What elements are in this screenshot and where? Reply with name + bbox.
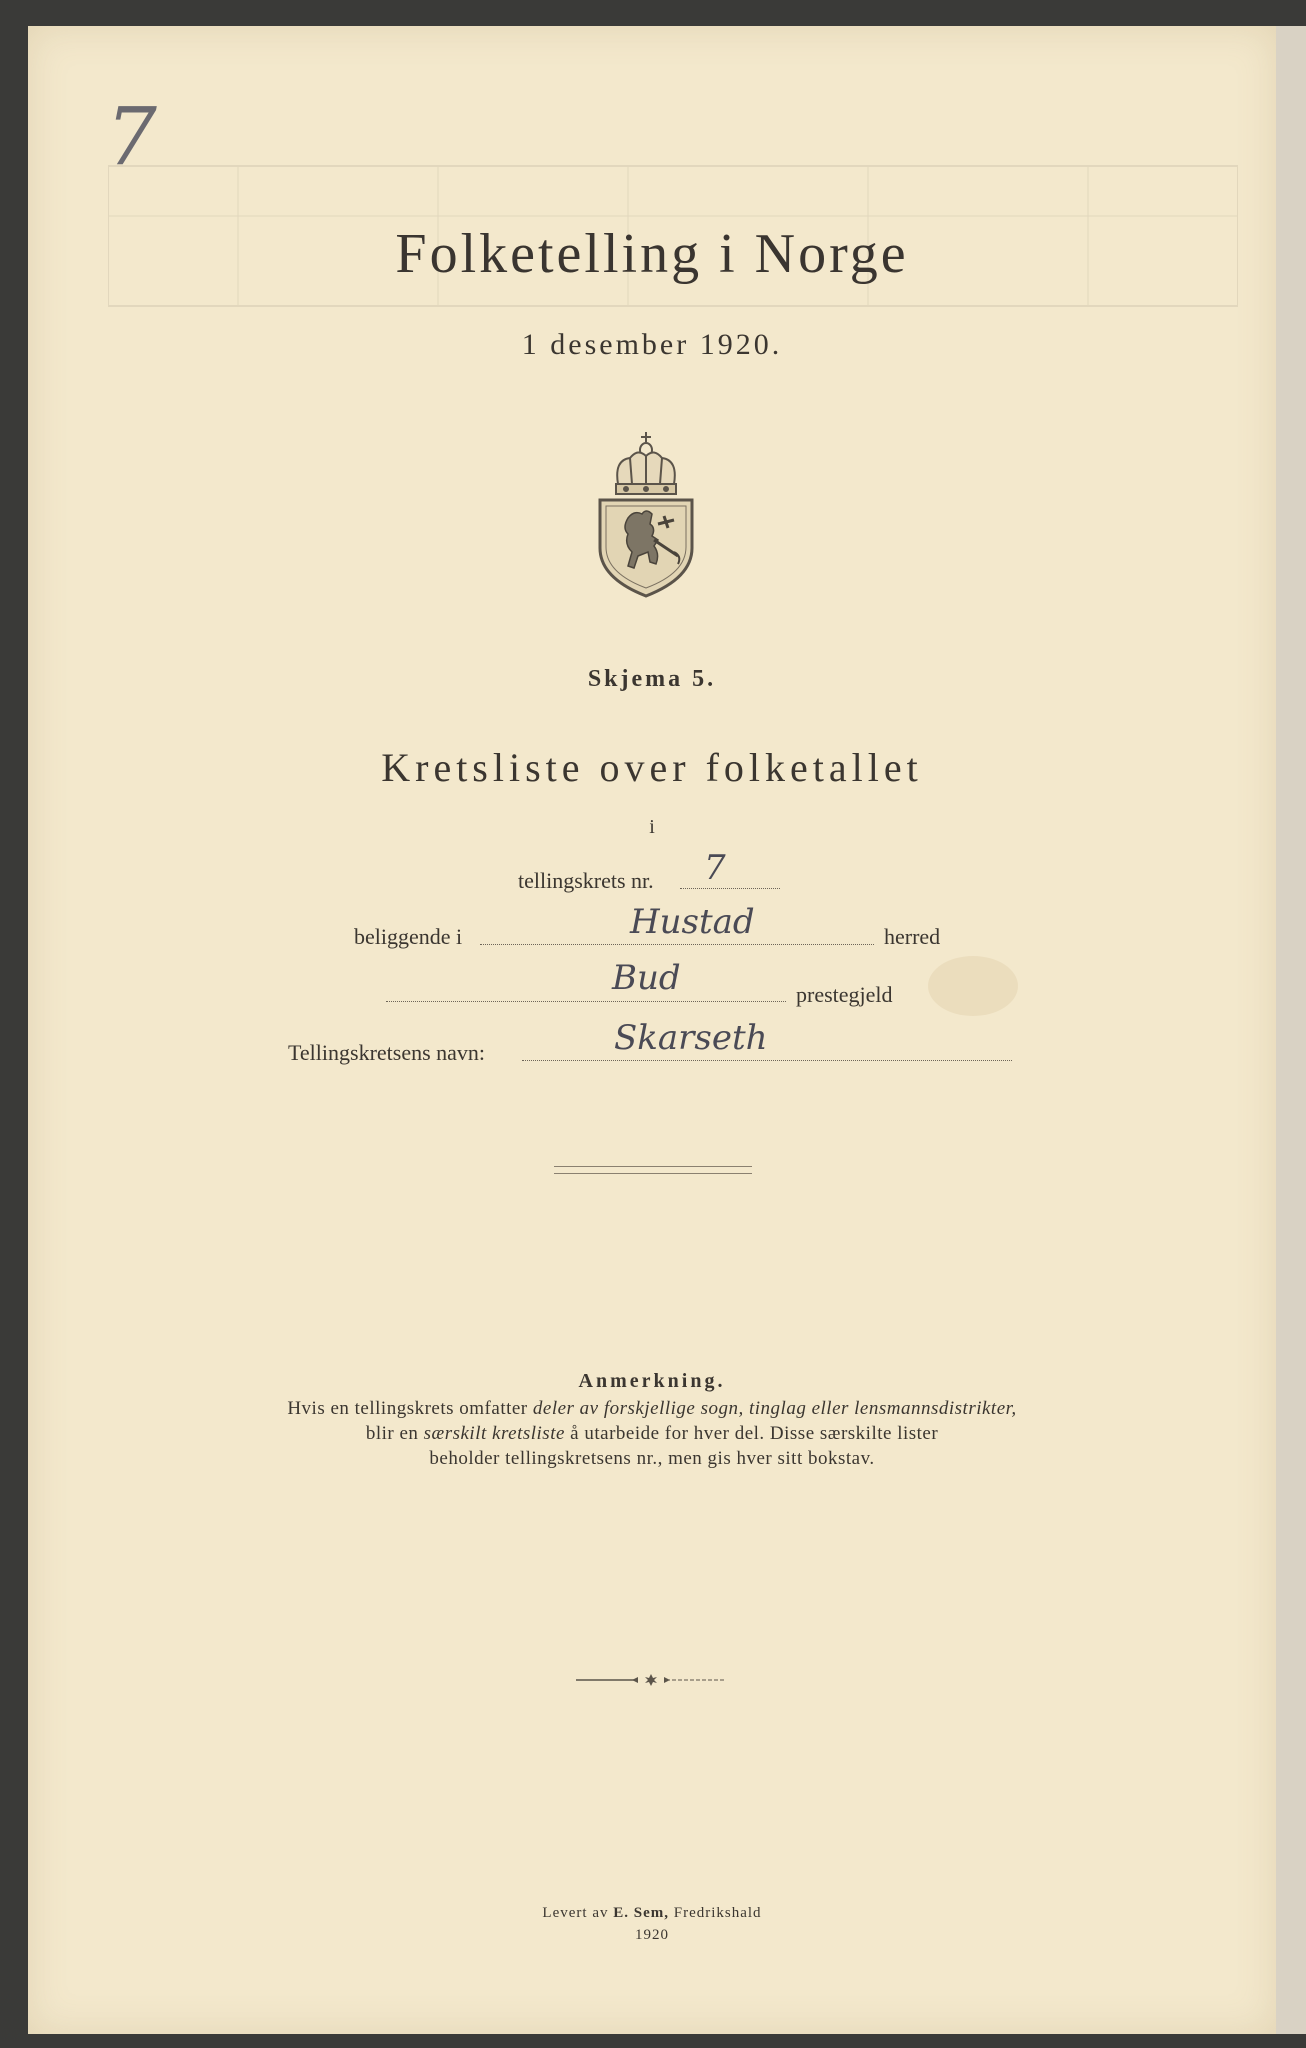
- paper-stain: [928, 956, 1018, 1016]
- census-form-page: [28, 26, 1276, 2034]
- beliggende-label: beliggende i: [354, 924, 463, 949]
- printer-prefix: Levert av: [542, 1905, 614, 1921]
- form-heading: Kretsliste over folketallet: [381, 745, 923, 790]
- note-line-1-text: Hvis en tellingskrets omfatter: [287, 1398, 533, 1419]
- printer-name: E. Sem,: [613, 1905, 669, 1921]
- section-divider: [554, 1166, 752, 1174]
- printer-place: Fredrikshald: [668, 1905, 762, 1921]
- note-line-3: beholder tellingskretsens nr., men gis hver sitt bokstav.: [429, 1448, 875, 1469]
- tellingskrets-line[interactable]: [680, 888, 780, 889]
- note-line-1: [188, 1396, 1116, 1421]
- ornament-icon: [576, 1672, 726, 1688]
- herred-line[interactable]: [480, 944, 874, 945]
- kretsnavn-value: Skarseth: [614, 1018, 768, 1058]
- herred-suffix: herred: [884, 924, 941, 949]
- kretsnavn-label: Tellingskretsens navn:: [288, 1040, 486, 1065]
- prestegjeld-value: Bud: [612, 958, 681, 998]
- prestegjeld-line[interactable]: [386, 1001, 786, 1002]
- tellingskrets-label: tellingskrets nr.: [518, 868, 654, 893]
- note-line-2: [188, 1421, 1116, 1446]
- printer-year: 1920: [635, 1927, 669, 1943]
- note-line-2-rest: å utarbeide for hver del. Disse særskilte lister: [564, 1423, 939, 1444]
- herred-value: Hustad: [630, 902, 755, 942]
- note-line-2-italic: særskilt kretsliste: [423, 1423, 565, 1444]
- kretsnavn-line[interactable]: [522, 1060, 1012, 1061]
- note-line-1-italic: deler av forskjellige sogn, tinglag eller lensmannsdistrikter,: [532, 1398, 1017, 1419]
- census-date: 1 desember 1920.: [521, 328, 783, 361]
- note-body: [188, 1396, 1116, 1471]
- printer-line: [28, 1902, 1276, 1924]
- heading-preposition: i: [649, 816, 655, 838]
- norwegian-coat-of-arms-icon: [594, 428, 698, 600]
- scan-edge: [1276, 26, 1306, 2034]
- tellingskrets-value: 7: [704, 848, 726, 888]
- printer-imprint: [28, 1902, 1276, 1946]
- page-title: Folketelling i Norge: [395, 223, 909, 285]
- note-line-2-text: blir en: [365, 1423, 424, 1444]
- schema-number: Skjema 5.: [587, 666, 717, 692]
- handwritten-corner-number: 7: [106, 90, 157, 183]
- note-title: Anmerkning.: [578, 1370, 726, 1392]
- prestegjeld-suffix: prestegjeld: [796, 982, 893, 1007]
